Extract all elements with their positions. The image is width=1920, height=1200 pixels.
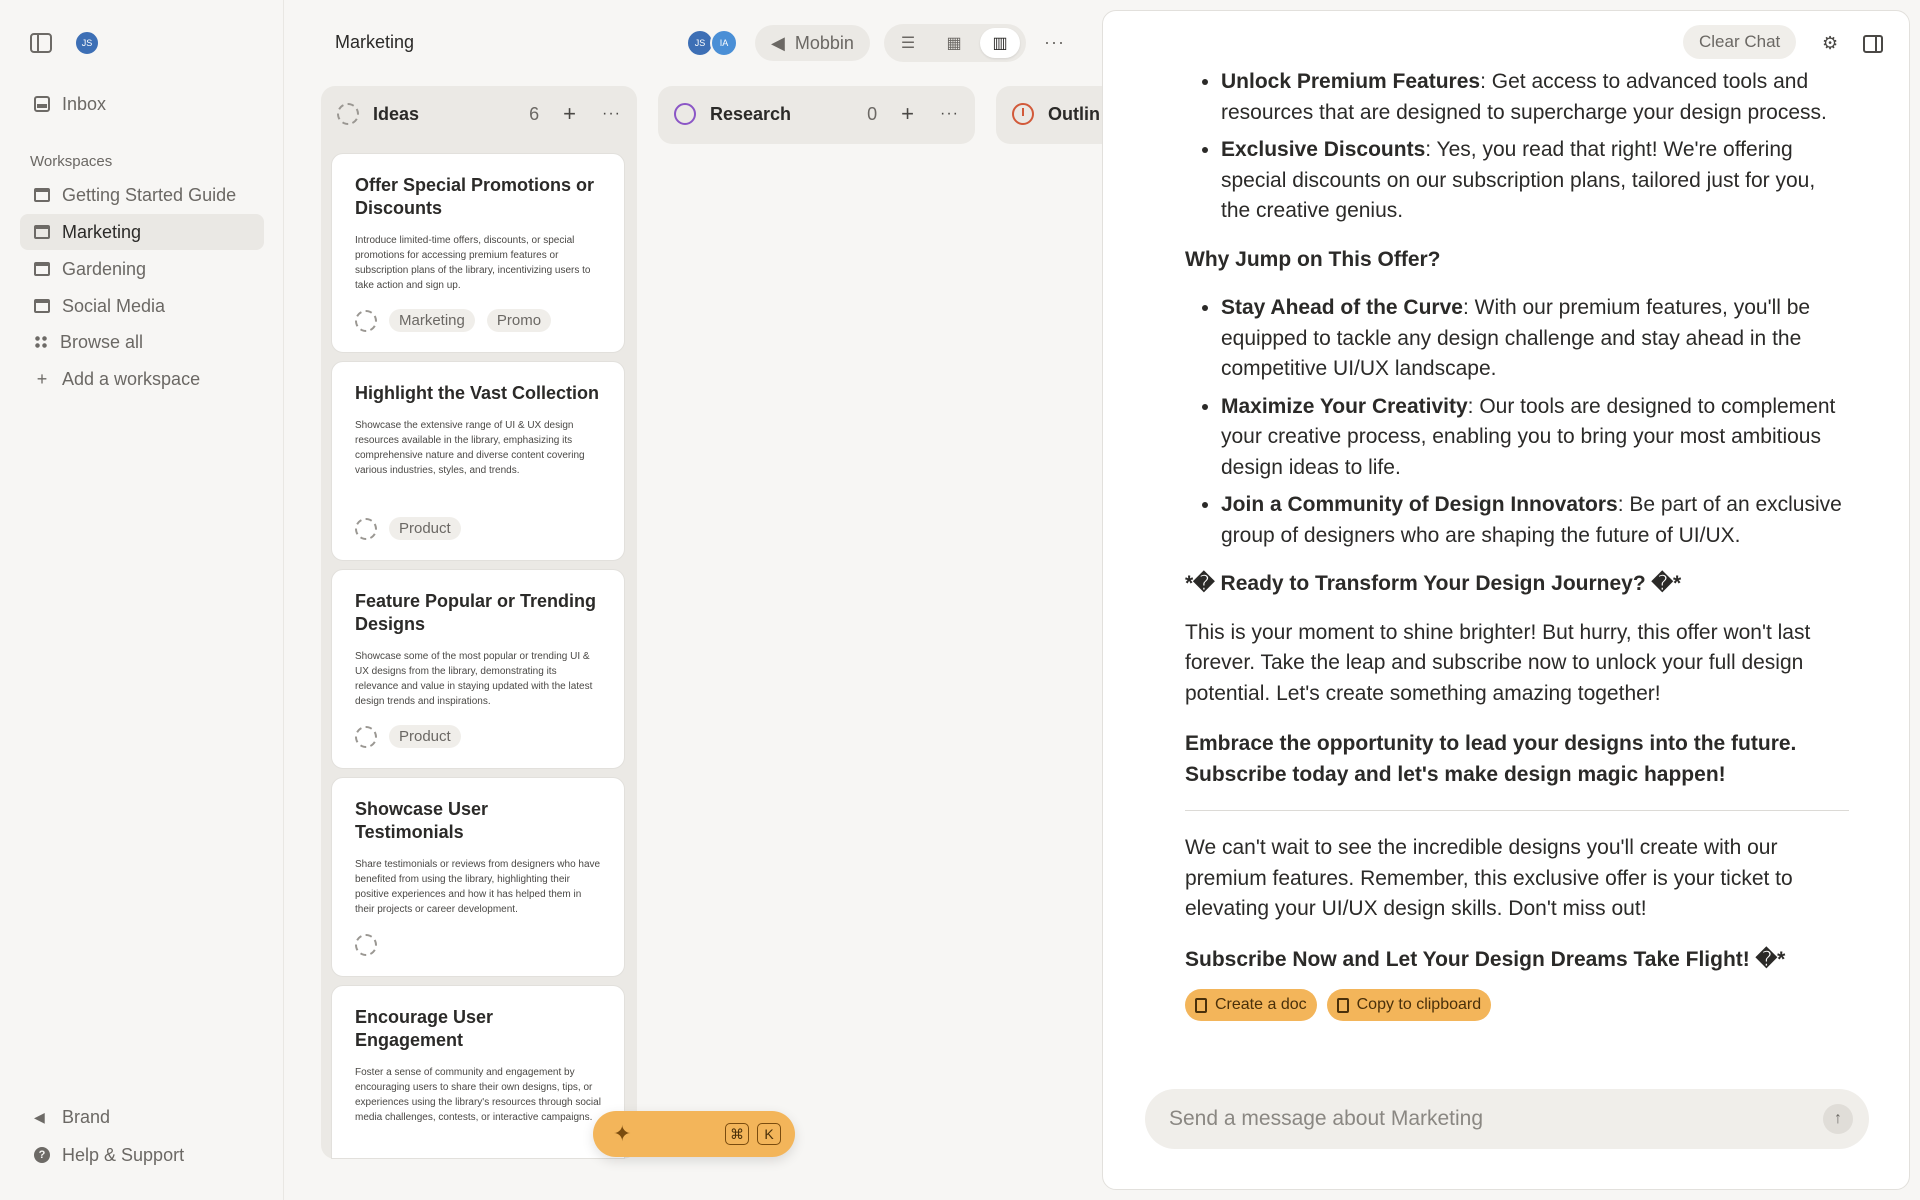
tag[interactable]: Product — [389, 517, 461, 540]
message-composer — [1145, 1089, 1869, 1149]
sidebar-item-help[interactable] — [20, 1137, 264, 1173]
settings-icon[interactable]: ⚙ — [1822, 33, 1839, 53]
sidebar-item-label: Inbox — [62, 93, 107, 114]
view-switcher — [884, 24, 1026, 62]
k-key: K — [757, 1123, 781, 1145]
card-footer — [355, 309, 551, 332]
card[interactable] — [331, 361, 625, 561]
status-icon[interactable] — [355, 518, 377, 540]
status-outline-icon — [1012, 103, 1034, 125]
column-title: Research — [710, 103, 792, 124]
collaborator-avatars[interactable] — [686, 29, 734, 57]
sidebar — [0, 0, 284, 1200]
column-count: 0 — [867, 103, 878, 124]
sidebar-item-label: Brand — [62, 1106, 111, 1127]
sidebar-item-browse-all[interactable] — [20, 324, 264, 360]
divider — [1185, 810, 1849, 811]
message-input[interactable] — [1169, 1107, 1823, 1131]
sidebar-item-getting-started[interactable] — [20, 177, 264, 213]
tag[interactable]: Promo — [487, 309, 551, 332]
status-backlog-icon — [337, 103, 359, 125]
command-key: ⌘ — [725, 1123, 749, 1145]
message-paragraph: We can't wait to see the incredible designs you'll create with our premium features. Remember, this exclusive offer is your ticket to elevating your UI/UX design skills. Don't miss out! — [1185, 836, 1793, 920]
column-research — [658, 86, 975, 144]
create-doc-button[interactable] — [1185, 989, 1317, 1021]
list-item: • Join a Community of Design Innovators: Be part of an exclusive group of designers who are shaping the future of UI/UX. — [1221, 490, 1849, 551]
avatar[interactable]: IA — [710, 29, 738, 57]
list-item: • Exclusive Discounts: Yes, you read that right! We're offering special discounts on our subscription plans, tailored just for you, the creative genius. — [1221, 135, 1849, 227]
sidebar-item-marketing[interactable] — [20, 214, 264, 250]
status-research-icon — [674, 103, 696, 125]
megaphone-icon: ◀ — [771, 32, 785, 53]
button-label: Copy to clipboard — [1356, 995, 1482, 1013]
send-arrow-icon[interactable]: ↑ — [1823, 1104, 1853, 1134]
panel-toggle-icon[interactable] — [1863, 35, 1883, 53]
board-view-icon[interactable]: ▥ — [980, 28, 1020, 58]
inbox-icon — [34, 96, 50, 112]
plus-icon: + — [36, 369, 48, 389]
sidebar-item-social-media[interactable] — [20, 288, 264, 324]
sidebar-item-label: Help & Support — [62, 1144, 185, 1165]
mobbin-pill[interactable] — [755, 25, 870, 61]
doc-icon — [1195, 998, 1207, 1013]
status-icon[interactable] — [355, 726, 377, 748]
status-icon[interactable] — [355, 310, 377, 332]
card-title: Offer Special Promotions or Discounts — [355, 175, 595, 218]
folder-icon — [34, 262, 50, 276]
sidebar-toggle-icon[interactable] — [30, 33, 52, 53]
grid-icon — [34, 335, 48, 349]
sidebar-item-label: Getting Started Guide — [62, 184, 237, 205]
sidebar-item-label: Social Media — [62, 295, 166, 316]
page-title: Marketing — [335, 32, 415, 52]
list-item: • Stay Ahead of the Curve: With our premium features, you'll be equipped to tackle any design challenge and stay ahead in the competitive UI/UX landscape. — [1221, 293, 1849, 385]
card-description: Introduce limited-time offers, discounts, or special promotions for accessing premium features or subscription plans of the library, incentivizing users to take action and sign up. — [355, 235, 591, 291]
benefits-list — [1185, 67, 1849, 227]
message-heading: Why Jump on This Offer? — [1185, 247, 1441, 271]
sidebar-item-label: Add a workspace — [62, 368, 201, 389]
column-menu-icon[interactable]: ··· — [602, 105, 621, 122]
card-description: Foster a sense of community and engagement by encouraging users to share their own designs, tips, or experiences using the library's resources through social media challenges, contests, or interactive campaigns. — [355, 1067, 601, 1123]
card[interactable] — [331, 985, 625, 1159]
sidebar-item-add-workspace[interactable] — [20, 361, 264, 397]
message-heading: *� Ready to Transform Your Design Journey? �* — [1185, 572, 1682, 595]
workspaces-section-label: Workspaces — [30, 153, 113, 170]
column-outline — [996, 86, 1116, 144]
sidebar-item-label: Browse all — [60, 331, 144, 352]
card-title: Encourage User Engagement — [355, 1007, 494, 1050]
grid-view-icon[interactable]: ▦ — [946, 35, 962, 52]
chat-panel — [1102, 10, 1910, 1190]
column-header — [658, 86, 975, 142]
card-title: Highlight the Vast Collection — [355, 383, 600, 403]
message-actions — [1185, 989, 1849, 1021]
sidebar-item-gardening[interactable] — [20, 251, 264, 287]
column-menu-icon[interactable]: ··· — [940, 105, 959, 122]
add-card-icon[interactable]: + — [901, 101, 915, 126]
message-paragraph: This is your moment to shine brighter! But hurry, this offer won't last forever. Take the leap and subscribe now to unlock your full design potential. Let's create something amazing together! — [1185, 620, 1811, 705]
sparkle-icon: ✦ — [613, 1121, 632, 1146]
help-icon: ? — [34, 1147, 50, 1163]
pill-label: Mobbin — [794, 32, 854, 53]
sidebar-top — [30, 30, 100, 56]
sidebar-item-label: Marketing — [62, 221, 142, 242]
list-item: • Maximize Your Creativity: Our tools are designed to complement your creative process, enabling you to bring your most ambitious design ideas to life. — [1221, 392, 1849, 484]
chat-message — [1185, 67, 1849, 1021]
column-header — [996, 86, 1116, 142]
tag[interactable]: Marketing — [389, 309, 475, 332]
copy-icon — [1337, 998, 1349, 1013]
card[interactable] — [331, 777, 625, 977]
list-view-icon[interactable]: ☰ — [900, 35, 916, 52]
list-item: • Unlock Premium Features: Get access to advanced tools and resources that are designed to supercharge your design process. — [1221, 67, 1849, 128]
column-title: Ideas — [373, 103, 420, 124]
card-description: Share testimonials or reviews from designers who have benefited from using the library, highlighting their positive experiences and how it has helped them in their projects or career development. — [355, 859, 601, 915]
add-card-icon[interactable]: + — [563, 101, 577, 126]
card[interactable] — [331, 569, 625, 769]
column-ideas — [321, 86, 637, 1159]
card-footer — [355, 725, 461, 748]
card-description: Showcase the extensive range of UI & UX design resources available in the library, emphasizing its comprehensive nature and diverse content covering various industries, styles, and trends. — [355, 420, 585, 476]
column-title: Outlin — [1048, 103, 1100, 124]
sidebar-item-inbox[interactable] — [20, 86, 264, 122]
card-title: Feature Popular or Trending Designs — [355, 591, 597, 634]
column-count: 6 — [529, 103, 540, 124]
card-footer — [355, 934, 377, 956]
card-footer — [355, 517, 461, 540]
column-header — [321, 86, 637, 142]
message-paragraph: Embrace the opportunity to lead your designs into the future. Subscribe today and let's make design magic happen! — [1185, 732, 1797, 786]
folder-icon — [34, 225, 50, 239]
user-avatar[interactable]: JS — [74, 30, 100, 56]
more-options-icon[interactable]: ··· — [1044, 32, 1065, 52]
sidebar-item-label: Gardening — [62, 258, 147, 279]
folder-icon — [34, 299, 50, 313]
card-title: Showcase User Testimonials — [355, 799, 489, 842]
button-label: Create a doc — [1215, 995, 1307, 1013]
sidebar-item-brand[interactable] — [20, 1099, 264, 1135]
ai-command-button[interactable] — [593, 1111, 795, 1157]
avatar[interactable]: JS — [686, 29, 714, 57]
clear-chat-button[interactable]: Clear Chat — [1683, 25, 1796, 59]
card[interactable] — [331, 153, 625, 353]
copy-clipboard-button[interactable] — [1327, 989, 1492, 1021]
status-icon[interactable] — [355, 934, 377, 956]
reasons-list — [1185, 293, 1849, 551]
card-description: Showcase some of the most popular or trending UI & UX designs from the library, demonstrating its relevance and value in staying updated with the latest design trends and inspirations. — [355, 651, 593, 707]
folder-icon — [34, 188, 50, 202]
tag[interactable]: Product — [389, 725, 461, 748]
message-paragraph: Subscribe Now and Let Your Design Dreams Take Flight! �* — [1185, 947, 1786, 971]
megaphone-icon: ◀ — [34, 1109, 45, 1125]
